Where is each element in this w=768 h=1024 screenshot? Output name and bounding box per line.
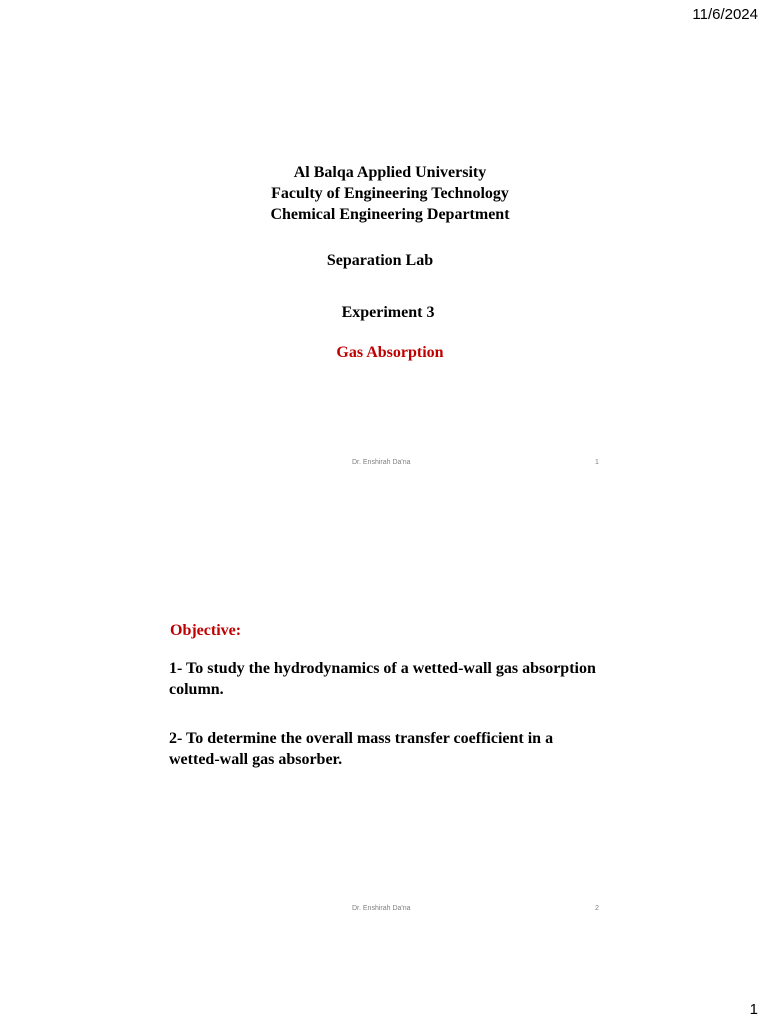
slide-footer-number: 1 [595, 459, 599, 466]
lab-title: Separation Lab [326, 252, 434, 269]
slide-footer-author: Dr. Enshirah Da'na [352, 459, 411, 466]
slide-objective [160, 596, 610, 926]
experiment-title: Experiment 3 [341, 304, 435, 321]
department-name: Chemical Engineering Department [270, 206, 510, 223]
objective-item: 1- To study the hydrodynamics of a wetted-wall gas absorption column. [169, 660, 596, 698]
slide-footer-number: 2 [595, 905, 599, 912]
faculty-name: Faculty of Engineering Technology [271, 185, 509, 202]
slide-title [160, 150, 610, 480]
topic-title: Gas Absorption [336, 344, 444, 361]
objective-item: 2- To determine the overall mass transfer coefficient in a wetted-wall gas absorber. [169, 730, 554, 768]
slide-footer-author: Dr. Enshirah Da'na [352, 905, 411, 912]
university-name: Al Balqa Applied University [293, 164, 487, 181]
objective-heading: Objective: [170, 622, 242, 639]
institution-header [160, 162, 620, 225]
page-number: 1 [749, 1001, 758, 1018]
print-date: 11/6/2024 [692, 6, 758, 23]
